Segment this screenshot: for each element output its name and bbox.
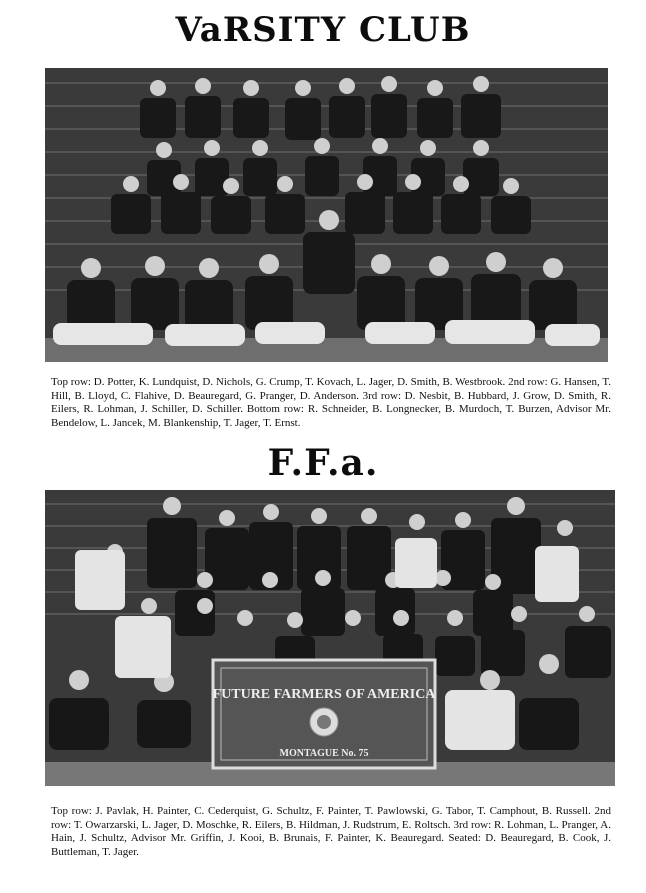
- ffa-photo: [45, 490, 615, 786]
- banner-line1: FUTURE FARMERS OF AMERICA: [212, 687, 436, 702]
- varsity-photo-graphic: [45, 68, 608, 362]
- ffa-emblem-inner: [317, 715, 331, 729]
- varsity-club-title: VaRSITY CLUB: [175, 10, 471, 50]
- ffa-photo-graphic: [45, 490, 615, 786]
- varsity-club-caption: Top row: D. Potter, K. Lundquist, D. Nichols, G. Crump, T. Kovach, L. Jager, D. Smith, B. Westbrook. 2nd row: G. Hansen, T. Hill, B. Lloyd, C. Flahive, D. Beauregard, G. Pranger, D. Anderson. 3rd row: D. Nesbit, B. Hubbard, J. Grow, D. Smith, R. Eilers, R. Lohman, J. Schiller, D. Schiller. Bottom row: R. Schneider, B. Longnecker, B. Murdoch, T. Burzen, Advisor Mr. Bendelow, L. Jancek, M. Blankenship, T. Jager, T. Ernst.: [51, 376, 611, 429]
- banner-line2: MONTAGUE No. 75: [279, 748, 369, 759]
- ffa-title: F.F.a.: [267, 442, 379, 484]
- ffa-caption: Top row: J. Pavlak, H. Painter, C. Cederquist, G. Schultz, F. Painter, T. Pawlowski, G. Tabor, T. Camphout, B. Russell. 2nd row: T. Owarzarski, L. Jager, D. Moschke, R. Eilers, B. Hildman, J. Rudstrum, E. Roltsch. 3rd row: R. Lohman, L. Pranger, A. Hain, J. Schultz, Advisor Mr. Griffin, J. Kooi, B. Brunais, F. Painter, K. Beauregard. Seated: D. Beauregard, B. Cook, J. Buttleman, T. Jager.: [51, 805, 611, 858]
- varsity-club-photo: [45, 68, 608, 362]
